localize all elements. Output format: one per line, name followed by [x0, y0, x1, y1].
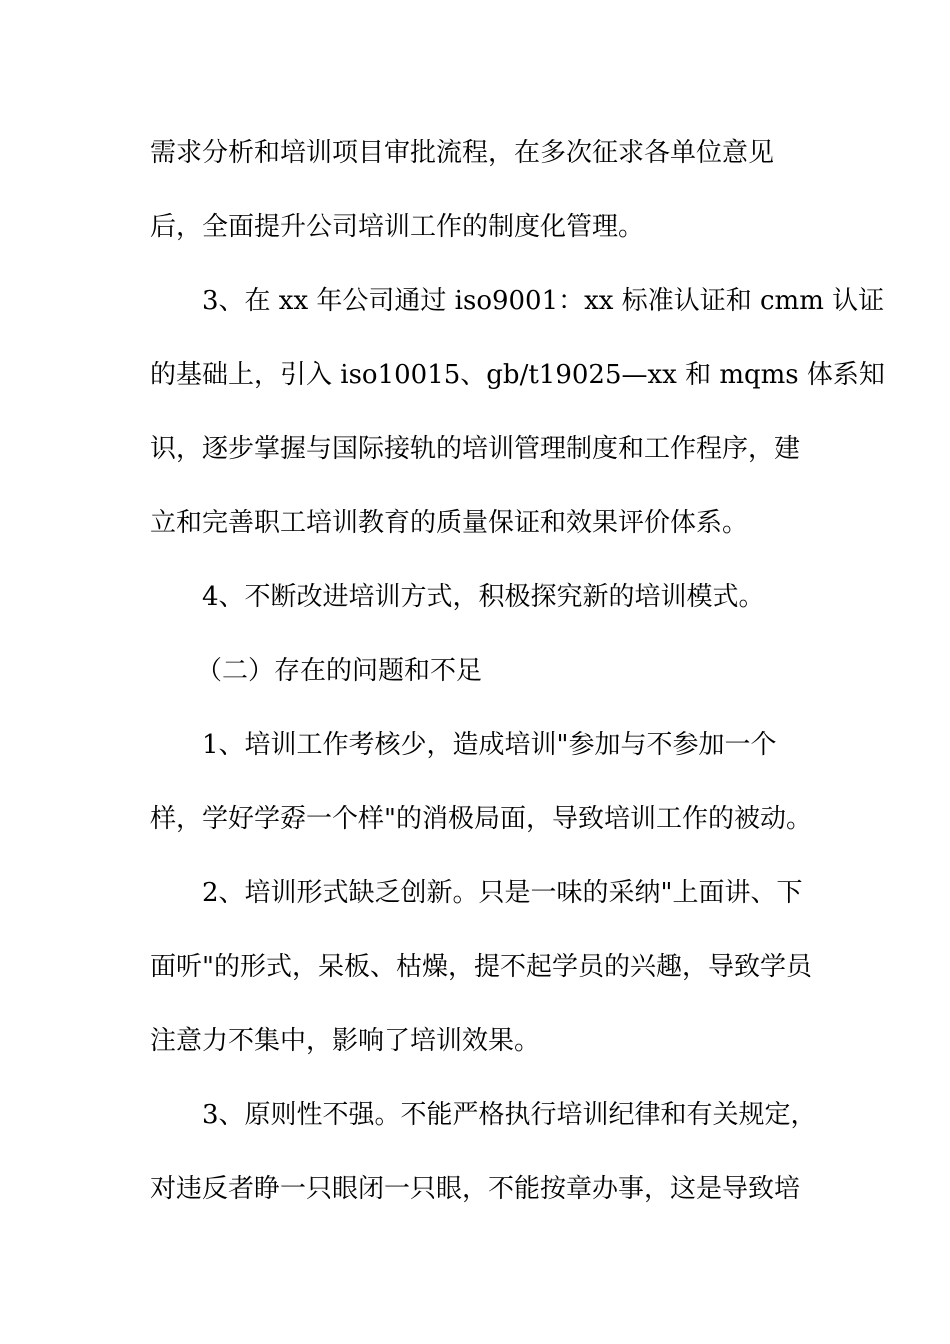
paragraph-line: 样，学好学孬一个样"的消极局面，导致培训工作的被动。 [150, 804, 812, 834]
problem-item-1-line: 1、培训工作考核少，造成培训"参加与不参加一个 [202, 730, 777, 760]
paragraph-line: 识，逐步掌握与国际接轨的培训管理制度和工作程序，建 [150, 434, 801, 464]
section-heading: （二）存在的问题和不足 [196, 656, 483, 686]
list-item-4-line: 4、不断改进培训方式，积极探究新的培训模式。 [202, 582, 765, 612]
problem-item-3-line: 3、原则性不强。不能严格执行培训纪律和有关规定， [202, 1100, 817, 1130]
paragraph-line: 对违反者睁一只眼闭一只眼，不能按章办事，这是导致培 [150, 1174, 801, 1204]
paragraph-line: 的基础上，引入 iso10015、gb/t19025—xx 和 mqms 体系知 [150, 360, 885, 390]
paragraph-line: 面听"的形式，呆板、枯燥，提不起学员的兴趣，导致学员 [150, 952, 812, 982]
paragraph-line: 立和完善职工培训教育的质量保证和效果评价体系。 [150, 508, 749, 538]
list-item-3-line: 3、在 xx 年公司通过 iso9001：xx 标准认证和 cmm 认证 [202, 286, 885, 316]
problem-item-2-line: 2、培训形式缺乏创新。只是一味的采纳"上面讲、下 [202, 878, 803, 908]
paragraph-line: 需求分析和培训项目审批流程，在多次征求各单位意见 [150, 138, 775, 168]
paragraph-line: 后，全面提升公司培训工作的制度化管理。 [150, 212, 645, 242]
paragraph-line: 注意力不集中，影响了培训效果。 [150, 1026, 541, 1056]
